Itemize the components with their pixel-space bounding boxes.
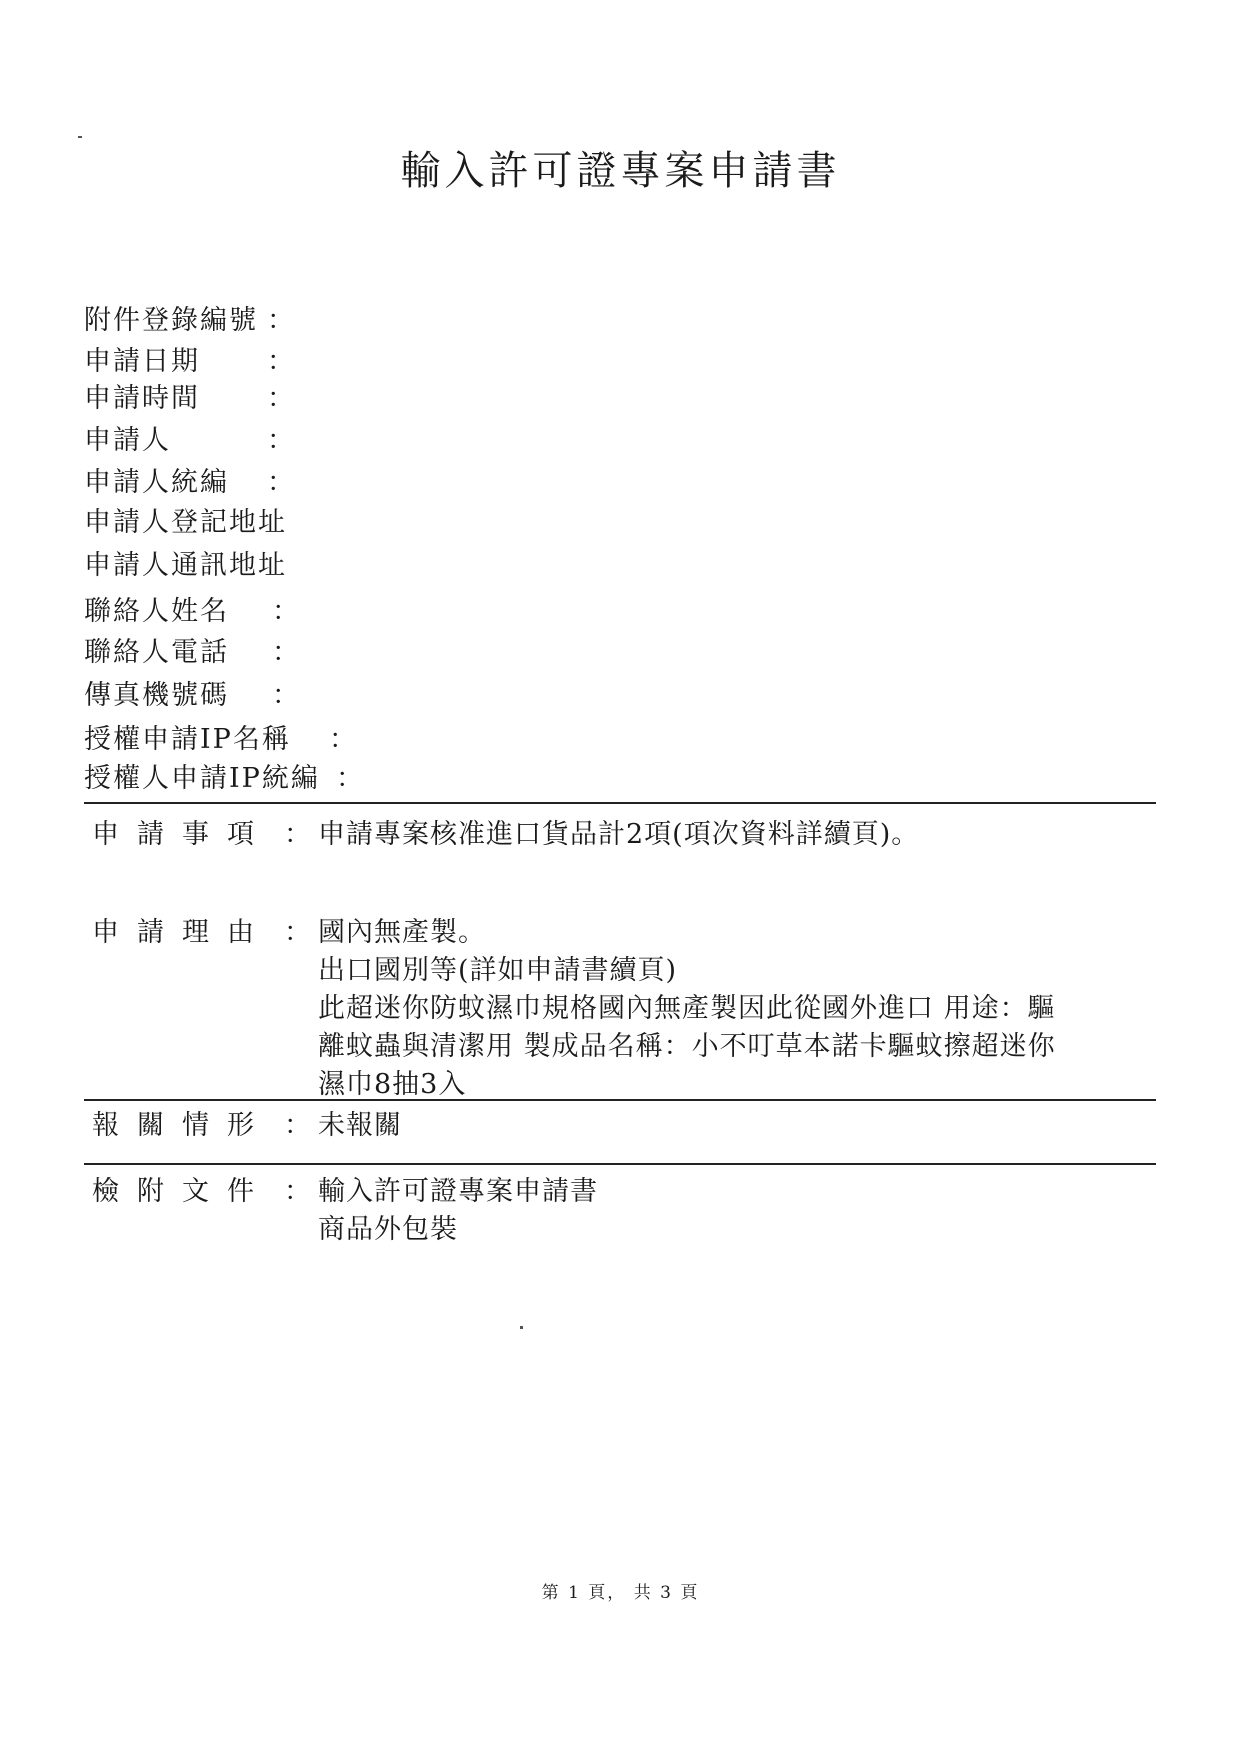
scan-speck — [520, 1326, 523, 1329]
section-content-customs-status — [318, 1107, 402, 1145]
divider-line — [84, 1163, 1156, 1165]
field-colon: ： — [272, 680, 301, 711]
section-content-application-reason — [318, 914, 1056, 1104]
section-line: 此超迷你防蚊濕巾規格國內無產製因此從國外進口 用途：驅 — [318, 993, 1056, 1024]
field-attachment-number — [84, 303, 296, 339]
field-colon: ： — [267, 467, 296, 498]
section-colon: ： — [284, 917, 311, 948]
section-label-attached-documents: 檢附文件 — [92, 1176, 272, 1207]
field-colon: ： — [272, 637, 301, 668]
field-registered-address — [84, 505, 287, 541]
scan-speck — [78, 136, 82, 138]
field-mailing-address — [84, 548, 287, 584]
section-label-customs-status: 報關情形 — [92, 1110, 272, 1141]
section-colon: ： — [284, 1176, 311, 1207]
field-label: 申請人登記地址 — [84, 507, 287, 538]
field-label: 申請人 — [84, 425, 171, 456]
field-application-time — [84, 381, 296, 417]
field-label: 授權申請IP名稱 — [84, 724, 291, 755]
field-label: 聯絡人姓名 — [84, 596, 229, 627]
field-label: 聯絡人電話 — [84, 637, 229, 668]
field-colon: ： — [336, 763, 365, 794]
field-application-date — [84, 344, 296, 380]
section-content-attached-documents — [318, 1173, 598, 1249]
field-colon: ： — [272, 596, 301, 627]
page-footer: 第 1 頁， 共 3 頁 — [541, 1583, 700, 1603]
section-line: 國內無產製。 — [318, 917, 486, 948]
section-line: 輸入許可證專案申請書 — [318, 1176, 598, 1207]
field-colon: ： — [267, 305, 296, 336]
section-label-application-reason: 申請理由 — [92, 917, 272, 948]
divider-line — [84, 1099, 1156, 1101]
field-authorized-ip-tax-id — [84, 761, 365, 797]
divider-line — [84, 802, 1156, 804]
field-authorized-ip-name — [84, 722, 358, 758]
field-contact-phone — [84, 635, 301, 671]
section-colon: ： — [284, 1110, 311, 1141]
section-line: 申請專案核准進口貨品計2項(項次資料詳續頁)。 — [318, 819, 920, 850]
field-label: 申請人通訊地址 — [84, 550, 287, 581]
section-colon: ： — [284, 819, 311, 850]
section-content-application-item — [318, 816, 919, 854]
field-label: 傳真機號碼 — [84, 680, 229, 711]
document-title: 輸入許可證專案申請書 — [400, 148, 841, 194]
field-applicant — [84, 423, 296, 459]
field-fax-number — [84, 678, 301, 714]
field-colon: ： — [267, 346, 296, 377]
field-colon: ： — [267, 425, 296, 456]
field-label: 申請日期 — [84, 346, 200, 377]
field-label: 申請時間 — [84, 383, 200, 414]
field-label: 授權人申請IP統編 — [84, 763, 320, 794]
field-label: 附件登錄編號 — [84, 305, 258, 336]
section-line: 商品外包裝 — [318, 1214, 458, 1245]
section-line: 未報關 — [318, 1110, 402, 1141]
section-line: 出口國別等(詳如申請書續頁) — [318, 955, 678, 986]
field-colon: ： — [329, 724, 358, 755]
field-label: 申請人統編 — [84, 467, 229, 498]
field-applicant-tax-id — [84, 465, 296, 501]
field-contact-name — [84, 594, 301, 630]
section-line: 離蚊蟲與清潔用 製成品名稱：小不叮草本諾卡驅蚊擦超迷你 — [318, 1031, 1056, 1062]
field-colon: ： — [267, 383, 296, 414]
section-line: 濕巾8抽3入 — [318, 1069, 467, 1100]
section-label-application-item: 申請事項 — [92, 819, 272, 850]
